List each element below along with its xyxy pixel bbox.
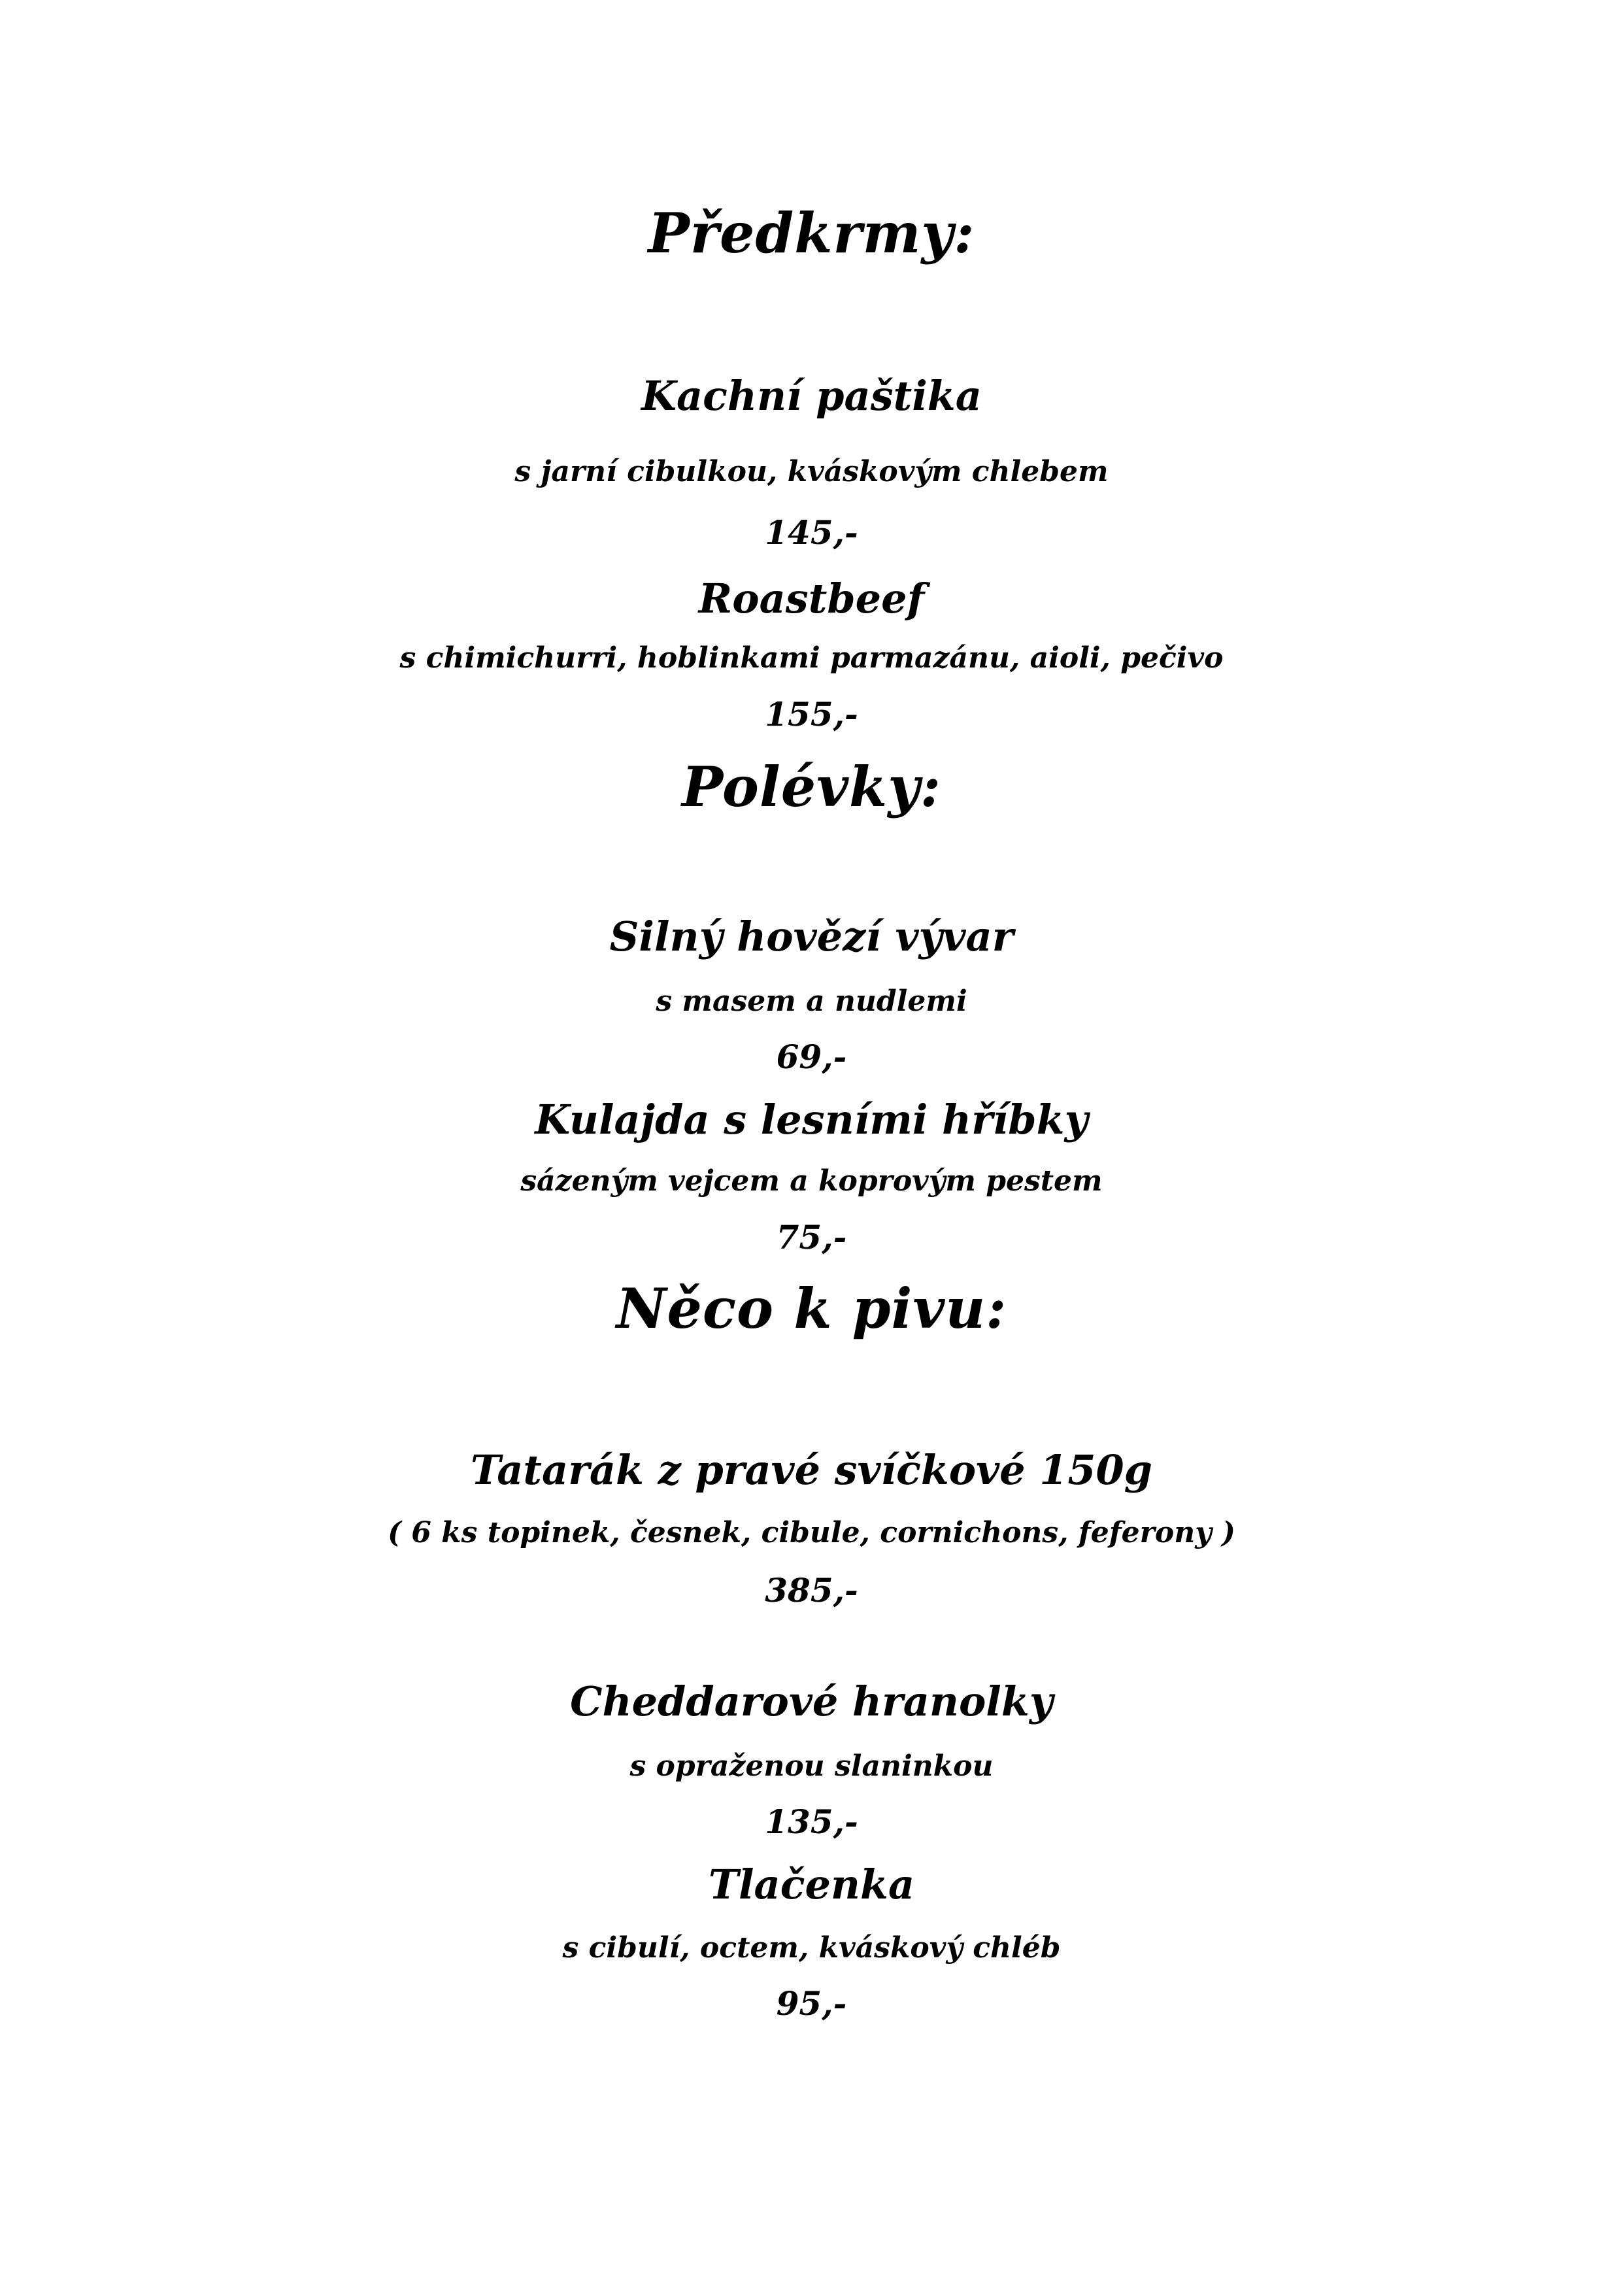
dish-description: sázeným vejcem a koprovým pestem	[520, 1164, 1103, 1198]
dish-description: ( 6 ks topinek, česnek, cibule, cornichons, feferony )	[388, 1516, 1235, 1549]
dish-description: s masem a nudlemi	[656, 985, 967, 1018]
dish-price: 135,-	[765, 1802, 858, 1841]
dish-price: 155,-	[765, 695, 858, 734]
dish-name: Kachní paštika	[641, 372, 982, 420]
dish-price: 95,-	[776, 1984, 847, 2023]
dish-price: 75,-	[776, 1218, 847, 1257]
dish-name: Tlačenka	[708, 1861, 915, 1908]
dish-name: Cheddarové hranolky	[570, 1678, 1053, 1725]
dish-name: Silný hovězí vývar	[609, 913, 1014, 960]
dish-description: s cibulí, octem, kváskový chléb	[562, 1931, 1061, 1965]
section-heading-neco-k-pivu: Něco k pivu:	[616, 1276, 1007, 1341]
dish-price: 145,-	[765, 513, 858, 552]
section-heading-predkrmy: Předkrmy:	[648, 201, 975, 265]
section-heading-polevky: Polévky:	[681, 754, 942, 819]
dish-description: s chimichurri, hoblinkami parmazánu, aioli, pečivo	[399, 641, 1224, 675]
dish-name: Tatarák z pravé svíčkové 150g	[471, 1446, 1152, 1494]
dish-description: s opraženou slaninkou	[629, 1749, 994, 1783]
dish-price: 69,-	[776, 1038, 847, 1076]
dish-price: 385,-	[765, 1571, 858, 1610]
dish-name: Roastbeef	[698, 575, 925, 622]
dish-name: Kulajda s lesními hříbky	[535, 1096, 1088, 1143]
dish-description: s jarní cibulkou, kváskovým chlebem	[514, 455, 1109, 488]
